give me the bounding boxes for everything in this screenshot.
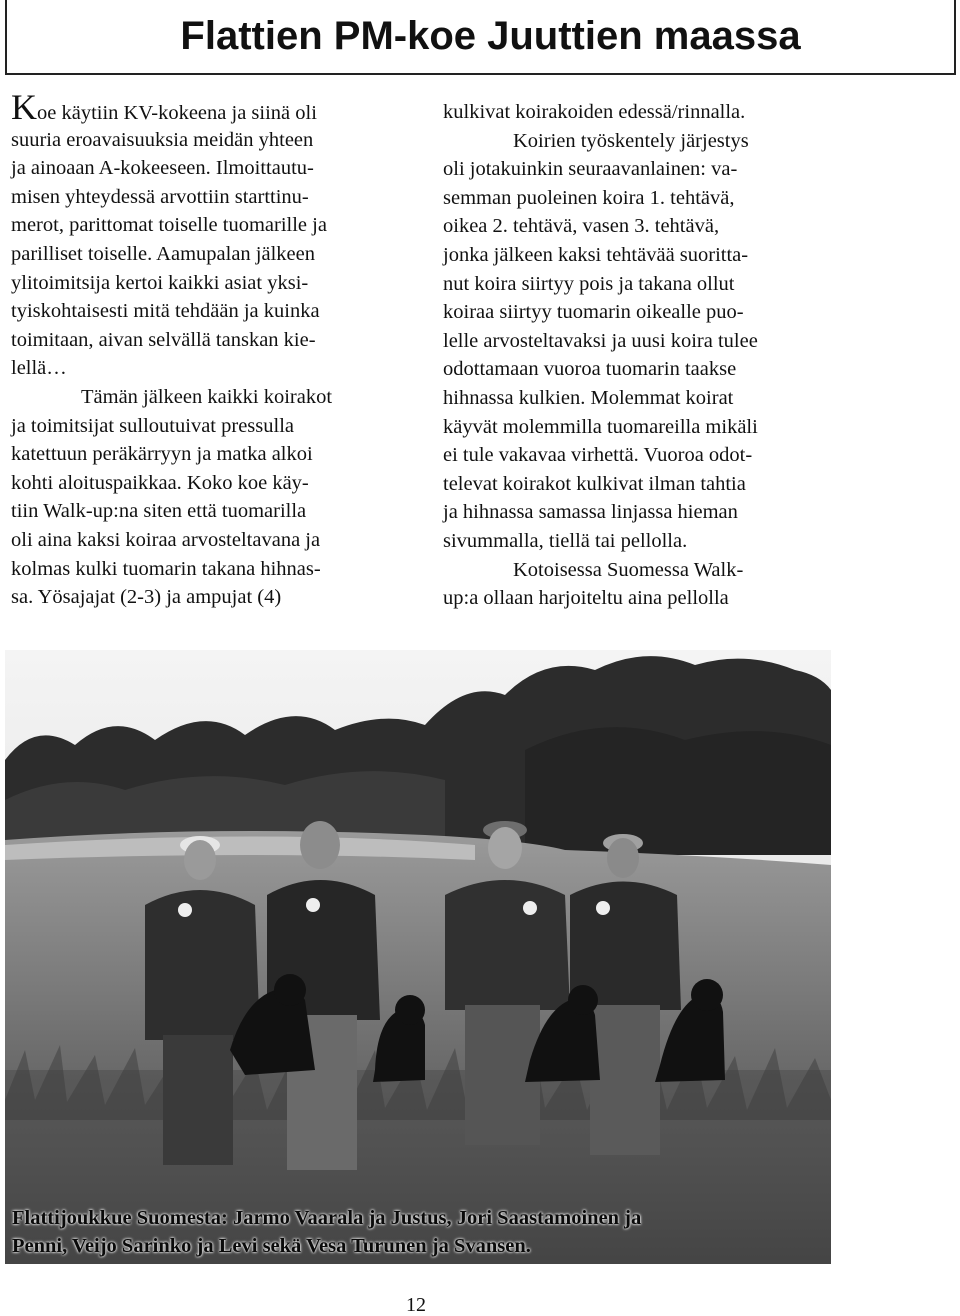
article-title: Flattien PM-koe Juuttien maassa [180,14,801,58]
text-line: katettuun peräkärryyn ja matka alkoi [11,443,313,466]
text-line: jonka jälkeen kaksi tehtävää suoritta- [443,243,749,266]
text-line: up:a ollaan harjoiteltu aina pellolla [443,587,729,610]
text-line: kohti aloituspaikkaa. Koko koe käy- [11,471,309,494]
text-line: odottamaan vuoroa tuomarin taakse [443,358,737,381]
text-line: käyvät molemmilla tuomareilla mikäli [443,415,758,438]
text-line: ja toimitsijat sulloutuivat pressulla [11,414,294,437]
text-line: Tämän jälkeen kaikki koirakot [81,385,333,408]
team-photo [5,650,831,1264]
drop-cap: K [11,87,37,127]
right-column [443,98,843,613]
caption-line: Penni, Veijo Sarinko ja Levi sekä Vesa Turunen ja Svansen. [12,1235,531,1257]
text-line: misen yhteydessä arvottiin starttinu- [11,185,309,208]
text-line: koiraa siirtyy tuomarin oikealle puo- [443,301,744,324]
text-line: kulkivat koirakoiden edessä/rinnalla. [443,101,746,123]
photo-caption [12,1204,822,1260]
text-line: Koirien työskentely järjestys [513,129,749,152]
text-line: ja ainoaan A-kokeeseen. Ilmoittautu- [11,157,314,180]
left-column [11,87,406,612]
page-number: 12 [406,1294,426,1316]
text-line: parilliset toiselle. Aamupalan jälkeen [11,242,315,265]
text-line [11,87,406,127]
text-line: merot, parittomat toiselle tuomarille ja [11,214,327,237]
text-line: hihnassa kulkien. Molemmat koirat [443,386,734,409]
text-line: tyiskohtaisesti mitä tehdään ja kuinka [11,300,320,323]
text-line: nut koira siirtyy pois ja takana ollut [443,272,735,295]
text-line: ylitoimitsija kertoi kaikki asiat yksi- [11,271,309,294]
text-line: toimitaan, aivan selvällä tanskan kie- [11,328,316,351]
text-line: oli jotakuinkin seuraavanlainen: va- [443,158,738,181]
text-line: ja hihnassa samassa linjassa hieman [443,501,738,524]
text-line: lelle arvosteltavaksi ja uusi koira tulee [443,329,758,352]
text-line: sa. Yösajajat (2-3) ja ampujat (4) [11,586,282,609]
text-line-content: oe käytiin KV-kokeena ja siinä oli [37,102,317,124]
text-line: tiin Walk-up:na siten että tuomarilla [11,500,307,523]
text-line: oli aina kaksi koiraa arvosteltavana ja [11,528,321,551]
title-box [5,0,956,75]
text-line: Kotoisessa Suomessa Walk- [513,558,744,581]
text-line: oikea 2. tehtävä, vasen 3. tehtävä, [443,215,720,238]
text-line: semman puoleinen koira 1. tehtävä, [443,186,735,209]
team-photo-illustration [5,650,831,1264]
text-line: suuria eroavaisuuksia meidän yhteen [11,128,314,151]
caption-line: Flattijoukkue Suomesta: Jarmo Vaarala ja Justus, Jori Saastamoinen ja [12,1207,642,1229]
text-line: sivummalla, tiellä tai pellolla. [443,529,688,552]
text-line: ei tule vakavaa virhettä. Vuoroa odot- [443,444,753,467]
text-line: televat koirakot kulkivat ilman tahtia [443,472,746,495]
text-line: lellä… [11,357,67,380]
text-line: kolmas kulki tuomarin takana hihnas- [11,557,321,580]
